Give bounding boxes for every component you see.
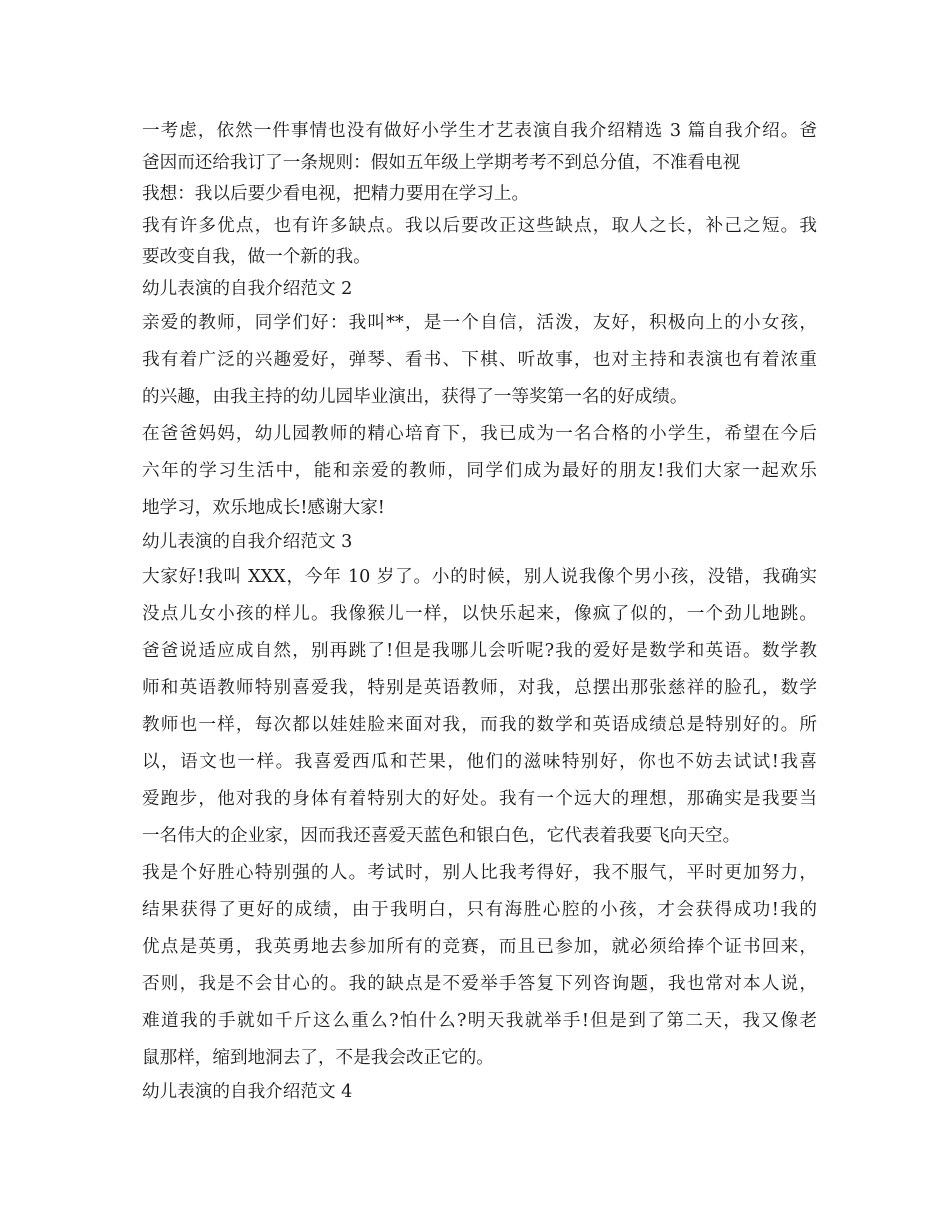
text-line: 难道我的手就如千斤这么重么?怕什么?明天我就举手!但是到了第二天，我又像老: [142, 1010, 817, 1031]
text-line: 结果获得了更好的成绩，由于我明白，只有海胜心腔的小孩，才会获得成功!我的: [142, 899, 817, 920]
section-heading: 幼儿表演的自我介绍范文 4: [142, 1081, 353, 1102]
text-line: 六年的学习生活中，能和亲爱的教师，同学们成为最好的朋友!我们大家一起欢乐: [142, 461, 817, 481]
text-line: 在爸爸妈妈，幼儿园教师的精心培育下，我已成为一名合格的小学生，希望在今后: [142, 424, 817, 444]
text-line: 要改变自我，做一个新的我。: [142, 247, 371, 267]
text-line: 爸爸说适应成自然，别再跳了!但是我哪儿会听呢?我的爱好是数学和英语。数学教: [142, 640, 817, 661]
text-line: 否则，我是不会甘心的。我的缺点是不爱举手答复下列咨询题，我也常对本人说，: [142, 973, 817, 994]
text-line: 大家好!我叫 XXX，今年 10 岁了。小的时候，别人说我像个男小孩，没错，我确实: [142, 566, 817, 587]
text-line: 的兴趣，由我主持的幼儿园毕业演出，获得了一等奖第一名的好成绩。: [142, 387, 688, 407]
text-line: 一考虑，依然一件事情也没有做好小学生才艺表演自我介绍精选 3 篇自我介绍。爸: [142, 121, 817, 141]
text-line: 以，语文也一样。我喜爱西瓜和芒果，他们的滋味特别好，你也不妨去试试!我喜: [142, 751, 817, 772]
text-line: 一名伟大的企业家，因而我还喜爱天蓝色和银白色，它代表着我要飞向天空。: [142, 825, 741, 846]
text-line: 教师也一样，每次都以娃娃脸来面对我，而我的数学和英语成绩总是特别好的。所: [142, 714, 817, 735]
text-line: 没点儿女小孩的样儿。我像猴儿一样，以快乐起来，像疯了似的，一个劲儿地跳。: [142, 603, 817, 624]
text-line: 我想：我以后要少看电视，把精力要用在学习上。: [142, 184, 530, 204]
document-body: [142, 116, 817, 1108]
text-line: 地学习，欢乐地成长!感谢大家!: [142, 498, 385, 518]
section-heading: 幼儿表演的自我介绍范文 3: [142, 532, 353, 552]
text-line: 爸因而还给我订了一条规则：假如五年级上学期考考不到总分值，不准看电视: [142, 152, 741, 173]
section-heading: 幼儿表演的自我介绍范文 2: [142, 278, 353, 299]
text-line: 我有着广泛的兴趣爱好，弹琴、看书、下棋、听故事，也对主持和表演也有着浓重: [142, 350, 817, 370]
text-line: 亲爱的教师，同学们好：我叫**，是一个自信，活泼，友好，积极向上的小女孩，: [142, 313, 817, 333]
text-line: 师和英语教师特别喜爱我，特别是英语教师，对我，总摆出那张慈祥的脸孔，数学: [142, 677, 817, 698]
text-line: 优点是英勇，我英勇地去参加所有的竞赛，而且已参加，就必须给捧个证书回来，: [142, 936, 817, 957]
text-line: 我是个好胜心特别强的人。考试时，别人比我考得好，我不服气，平时更加努力，: [142, 862, 817, 883]
text-line: 爱跑步，他对我的身体有着特别大的好处。我有一个远大的理想，那确实是我要当: [142, 788, 817, 809]
text-line: 我有许多优点，也有许多缺点。我以后要改正这些缺点，取人之长，补己之短。我: [142, 215, 817, 236]
text-line: 鼠那样，缩到地洞去了，不是我会改正它的。: [142, 1047, 494, 1068]
